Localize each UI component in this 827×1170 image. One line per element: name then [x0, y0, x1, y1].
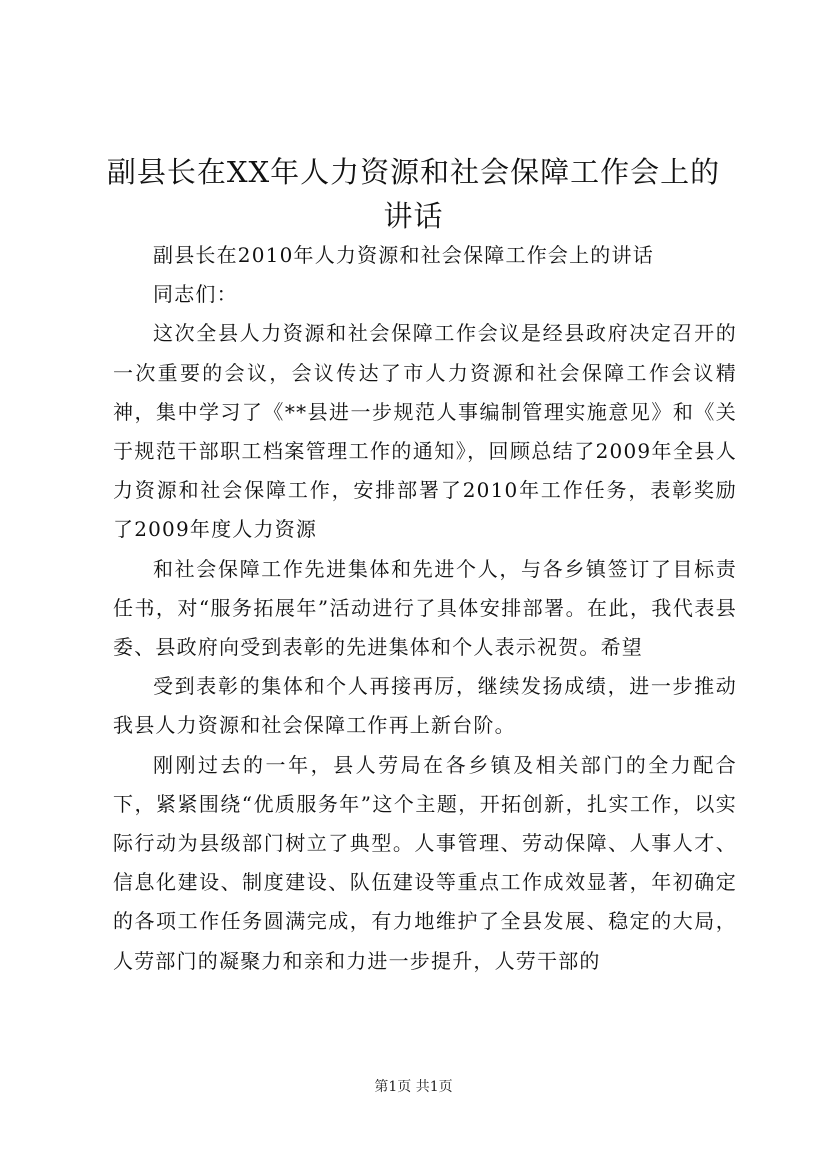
document-body [113, 236, 737, 981]
body-paragraph: 受到表彰的集体和个人再接再厉，继续发扬成绩，进一步推动我县人力资源和社会保障工作再上新台阶。 [113, 674, 737, 738]
body-paragraph: 刚刚过去的一年，县人劳局在各乡镇及相关部门的全力配合下，紧紧围绕“优质服务年”这个主题，开拓创新，扎实工作，以实际行动为县级部门树立了典型。人事管理、劳动保障、人事人才、信息化建设、制度建设、队伍建设等重点工作成效显著，年初确定的各项工作任务圆满完成，有力地维护了全县发展、稳定的大局，人劳部门的凝聚力和亲和力进一步提升，人劳干部的 [113, 752, 737, 973]
salutation-paragraph: 同志们： [153, 282, 238, 307]
document-title: 副县长在XX年人力资源和社会保障工作会上的讲话 [106, 155, 721, 233]
body-paragraph: 和社会保障工作先进集体和先进个人，与各乡镇签订了目标责任书，对“服务拓展年”活动进行了具体安排部署。在此，我代表县委、县政府向受到表彰的先进集体和个人表示祝贺。希望 [113, 556, 737, 660]
page-number-footer: 第1页 共1页 [374, 1079, 453, 1095]
subtitle-paragraph: 副县长在2010年人力资源和社会保障工作会上的讲话 [153, 243, 654, 267]
body-paragraph: 这次全县人力资源和社会保障工作会议是经县政府决定召开的一次重要的会议，会议传达了市人力资源和社会保障工作会议精神，集中学习了《**县进一步规范人事编制管理实施意见》和《关于规范干部职工档案管理工作的通知》，回顾总结了2009年全县人力资源和社会保障工作，安排部署了2010年工作任务，表彰奖励了2009年度人力资源 [113, 321, 737, 542]
